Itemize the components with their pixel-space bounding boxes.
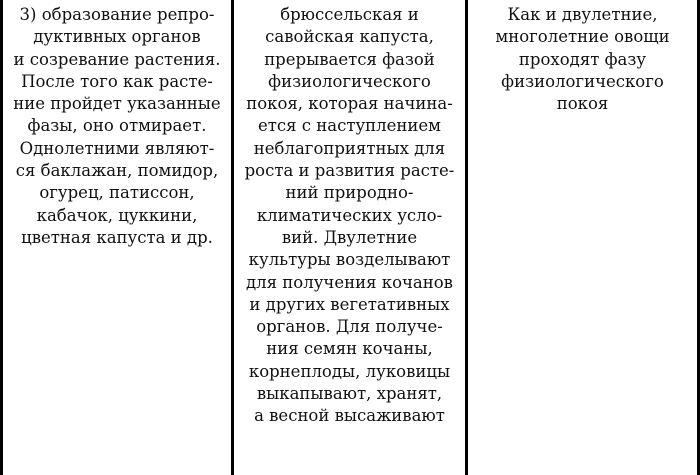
cell-text-line: органов. Для получе- [256,317,443,337]
cell-text-line: культуры возделывают [248,250,451,270]
cell-text-line: дуктивных органов [33,27,201,47]
cell-text-line: кабачок, цуккини, [36,205,198,225]
table-cell-column-1 [3,0,234,475]
cell-text-line: выкапывают, хранят, [256,384,443,404]
cell-text-line: и созревание растения. [13,49,221,69]
cell-text-line: ний природно- [285,183,414,203]
cell-text-line: климатических усло- [256,205,443,225]
cell-text-line: корнеплоды, луковицы [248,361,451,381]
cell-text-line: вий. Двулетние [281,227,418,247]
cell-text-line: неблагоприятных для [253,138,446,158]
cell-text-line: многолетние овощи [495,27,670,47]
cell-text-line: для получения кочанов [246,272,453,292]
cell-text-line: Как и двулетние, [507,5,658,24]
cell-text-line: Однолетними являют- [19,138,215,158]
cell-text-line: огурец, патиссон, [39,183,195,203]
cell-text-line: савойская капуста, [265,27,434,47]
cell-text-line: и других вегетативных [249,294,450,314]
cell-text-line: физиологического [501,71,664,91]
cell-text-line: ния семян кочаны, [266,339,433,359]
table-cell-column-3 [468,0,697,475]
cell-text-line: После того как расте- [21,71,213,91]
cell-text-line: 3) образование репро- [19,5,215,24]
cell-text-line: цветная капуста и др. [21,227,213,247]
cell-text-line: покоя, которая начина- [246,94,453,114]
cell-text-line: проходят фазу [518,49,647,69]
cell-text-line: роста и развития расте- [244,161,455,181]
table-cell-column-2 [234,0,468,475]
cell-text-line: фазы, оно отмирает. [27,116,207,136]
cell-text-line: ние пройдет указанные [13,94,221,114]
cell-text-line: брюссельская и [280,5,419,24]
cell-text-line: физиологического [268,71,431,91]
cell-text-line: ется с наступлением [257,116,442,136]
cell-text-line: ся баклажан, помидор, [15,161,219,181]
cell-text-line: а весной высаживают [254,406,445,426]
cell-text-line: покоя [556,94,609,114]
cell-text-line: прерывается фазой [264,49,435,69]
